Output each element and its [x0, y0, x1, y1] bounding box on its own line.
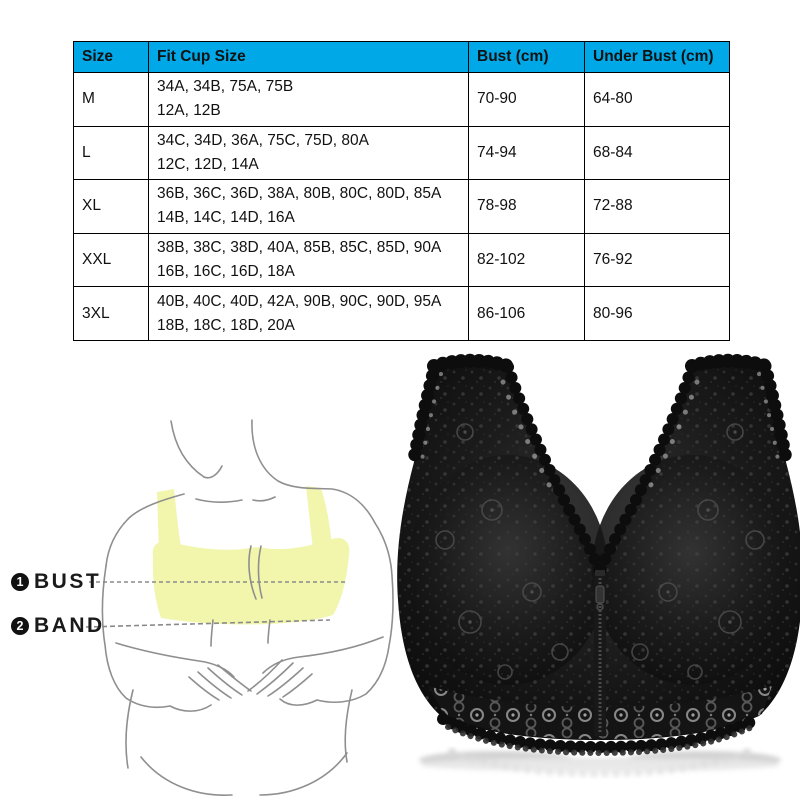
cup-sizes-line2: 12A, 12B	[157, 102, 221, 120]
cup-sizes-line1: 40B, 40C, 40D, 42A, 90B, 90C, 90D, 95A	[157, 292, 442, 310]
circled-two-icon: 2	[11, 617, 29, 635]
size-chart-table	[73, 41, 730, 341]
cup-sizes-cell	[149, 233, 469, 287]
table-row	[74, 180, 730, 234]
bra-product-image	[390, 350, 800, 800]
bust-label	[11, 570, 101, 594]
circled-one-icon: 1	[11, 573, 29, 591]
cup-sizes-line1: 34C, 34D, 36A, 75C, 75D, 80A	[157, 131, 369, 149]
column-header-under-bust: Under Bust (cm)	[585, 42, 730, 73]
size-cell: XL	[74, 180, 149, 234]
cup-sizes-line2: 16B, 16C, 16D, 18A	[157, 263, 295, 281]
under-bust-cell: 80-96	[585, 287, 730, 341]
bust-cell: 82-102	[469, 233, 585, 287]
column-header-fit-cup: Fit Cup Size	[149, 42, 469, 73]
under-bust-cell: 76-92	[585, 233, 730, 287]
bust-cell: 78-98	[469, 180, 585, 234]
cup-sizes-line2: 12C, 12D, 14A	[157, 155, 259, 173]
bust-cell: 74-94	[469, 126, 585, 180]
under-bust-cell: 72-88	[585, 180, 730, 234]
table-row	[74, 126, 730, 180]
size-chart-header-row	[74, 42, 730, 73]
band-label	[11, 614, 105, 638]
measurement-figure-sketch	[0, 400, 400, 800]
column-header-size: Size	[74, 42, 149, 73]
cup-sizes-line1: 34A, 34B, 75A, 75B	[157, 78, 294, 96]
size-cell: XXL	[74, 233, 149, 287]
reflection-fade	[390, 756, 800, 800]
under-bust-cell: 68-84	[585, 126, 730, 180]
cup-sizes-cell	[149, 287, 469, 341]
cup-sizes-line1: 38B, 38C, 38D, 40A, 85B, 85C, 85D, 90A	[157, 239, 442, 257]
cup-sizes-cell	[149, 73, 469, 127]
size-cell: 3XL	[74, 287, 149, 341]
band-label-text: BAND	[34, 614, 105, 637]
table-row	[74, 287, 730, 341]
bust-cell: 86-106	[469, 287, 585, 341]
cup-sizes-line2: 18B, 18C, 18D, 20A	[157, 316, 295, 334]
size-cell: L	[74, 126, 149, 180]
bust-cell: 70-90	[469, 73, 585, 127]
front-zipper	[594, 570, 606, 736]
size-chart	[73, 41, 730, 341]
figure-bra-highlight	[153, 486, 350, 624]
cup-sizes-cell	[149, 126, 469, 180]
table-row	[74, 233, 730, 287]
column-header-bust: Bust (cm)	[469, 42, 585, 73]
bust-label-text: BUST	[34, 570, 102, 593]
table-row	[74, 73, 730, 127]
cup-sizes-cell	[149, 180, 469, 234]
cup-sizes-line1: 36B, 36C, 36D, 38A, 80B, 80C, 80D, 85A	[157, 185, 442, 203]
size-cell: M	[74, 73, 149, 127]
cup-sizes-line2: 14B, 14C, 14D, 16A	[157, 209, 295, 227]
under-bust-cell: 64-80	[585, 73, 730, 127]
